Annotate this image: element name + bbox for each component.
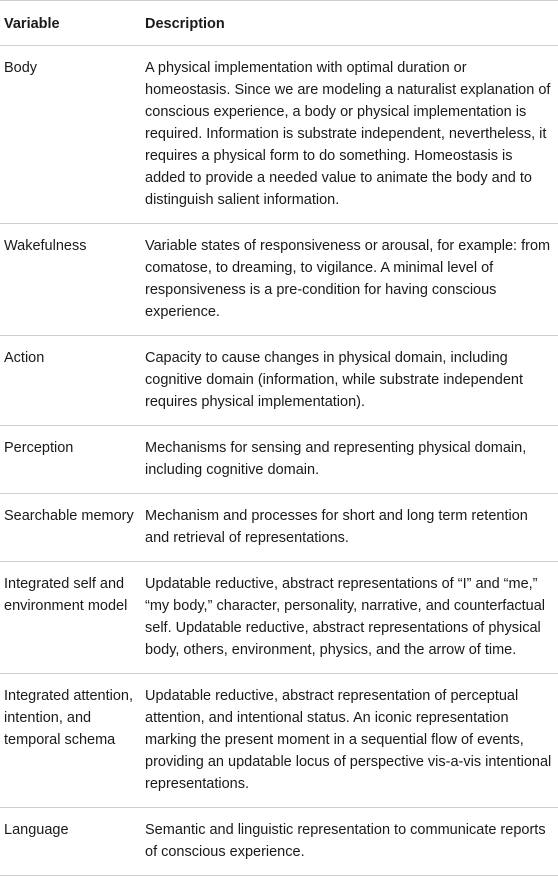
description-cell: Semantic and linguistic representation to communicate reports of conscious experience. (144, 808, 558, 876)
table-body (0, 46, 558, 876)
variable-cell: Wakefulness (0, 224, 144, 336)
description-cell: Variable states of responsiveness or arousal, for example: from comatose, to dreaming, to vigilance. A minimal level of responsiveness is a pre-condition for having conscious experience. (144, 224, 558, 336)
table-row (0, 426, 558, 494)
table-row (0, 224, 558, 336)
table-row (0, 808, 558, 876)
header-row (0, 1, 558, 46)
description-cell: Updatable reductive, abstract representation of perceptual attention, and intentional status. An iconic representation marking the present moment in a sequential flow of events, providing an updatable locus of perspective vis-a-vis intentional representations. (144, 674, 558, 808)
description-cell: A physical implementation with optimal duration or homeostasis. Since we are modeling a naturalist explanation of conscious experience, a body or physical implementation is required. Information is substrate independent, nevertheless, it requires a physical form to do something. Homeostasis is added to provide a needed value to animate the body and to distinguish salient information. (144, 46, 558, 224)
description-cell: Mechanism and processes for short and long term retention and retrieval of representations. (144, 494, 558, 562)
table-row (0, 674, 558, 808)
table-row (0, 562, 558, 674)
variable-cell: Action (0, 336, 144, 426)
header-variable: Variable (0, 1, 144, 46)
table-row (0, 46, 558, 224)
description-cell: Updatable reductive, abstract representations of “I” and “me,” “my body,” character, personality, narrative, and counterfactual self. Updatable reductive, abstract representations of physical body, others, environment, physics, and the arrow of time. (144, 562, 558, 674)
variable-cell: Perception (0, 426, 144, 494)
variable-cell: Body (0, 46, 144, 224)
description-cell: Capacity to cause changes in physical domain, including cognitive domain (information, while substrate independent requires physical implementation). (144, 336, 558, 426)
variable-cell: Integrated attention, intention, and temporal schema (0, 674, 144, 808)
variable-cell: Language (0, 808, 144, 876)
variable-cell: Searchable memory (0, 494, 144, 562)
variable-cell: Integrated self and environment model (0, 562, 144, 674)
header-description: Description (144, 1, 558, 46)
table-row (0, 336, 558, 426)
table-row (0, 494, 558, 562)
description-cell: Mechanisms for sensing and representing physical domain, including cognitive domain. (144, 426, 558, 494)
table-header (0, 1, 558, 46)
